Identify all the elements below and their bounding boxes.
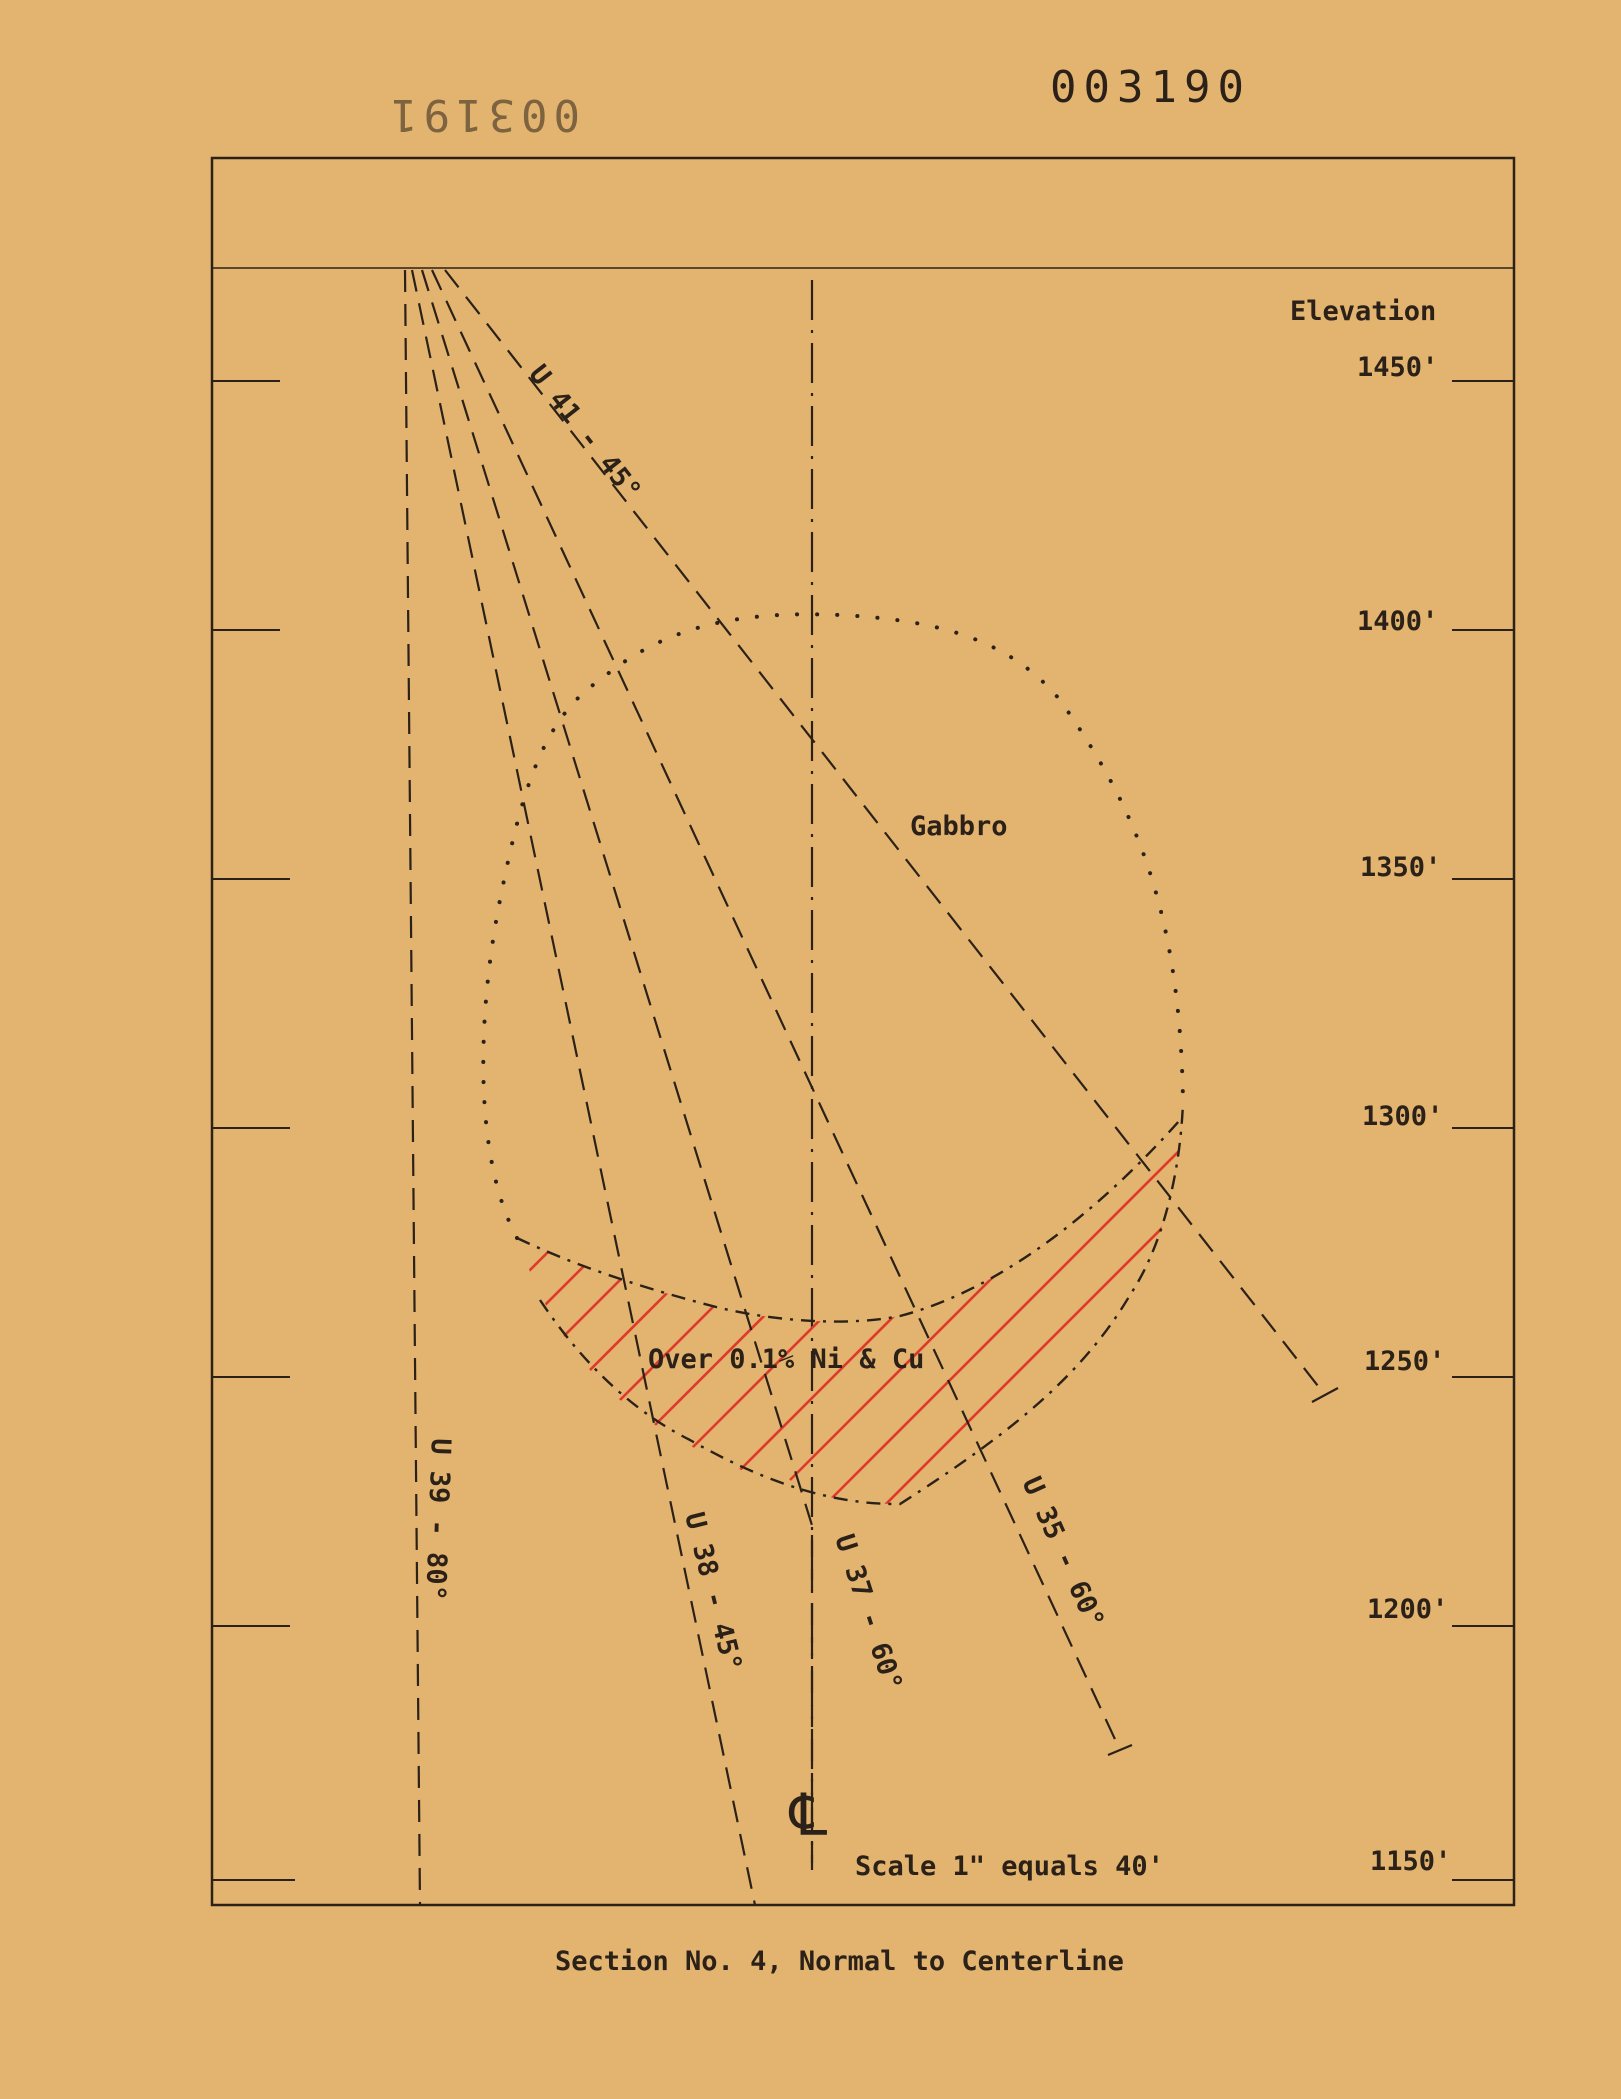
gabbro-boundary [483,614,1183,1238]
drill-hole-u39 [405,270,420,1905]
elevation-label-1150: 1150' [1370,1846,1452,1877]
elevation-label-1400: 1400' [1357,606,1439,637]
drill-hole-label-u35: U 35 - 60° [1015,1472,1111,1634]
scale-note: Scale 1" equals 40' [855,1851,1164,1882]
drill-hole-u35 [432,270,1120,1750]
elevation-axis-title: Elevation [1290,296,1437,327]
elevation-tick-marks [212,381,1514,1880]
drill-hole-end-marks [1108,1388,1338,1755]
ore-zone-label: Over 0.1% Ni & Cu [648,1344,925,1375]
drill-hole-label-u38: U 38 - 45° [678,1509,748,1675]
elevation-label-1250: 1250' [1364,1346,1446,1377]
ore-zone-boundary [517,1102,1183,1504]
elevation-label-1300: 1300' [1362,1101,1444,1132]
elevation-label-1450: 1450' [1357,352,1439,383]
gabbro-label: Gabbro [910,811,1008,842]
drill-hole-label-u37: U 37 - 60° [828,1530,909,1695]
elevation-label-1350: 1350' [1360,852,1442,883]
document-number: 003190 [1050,62,1251,113]
elevation-label-1200: 1200' [1367,1594,1449,1625]
centerline-symbol: ℄ [790,1781,828,1849]
faded-document-number: 003191 [385,89,580,140]
drill-hole-label-u39: U 39 - 80° [419,1437,456,1602]
drill-hole-label-u41: U 41 - 45° [522,359,647,507]
drill-hole-u38 [412,270,755,1905]
drill-hole-traces [405,270,1325,1905]
figure-caption: Section No. 4, Normal to Centerline [555,1946,1124,1977]
